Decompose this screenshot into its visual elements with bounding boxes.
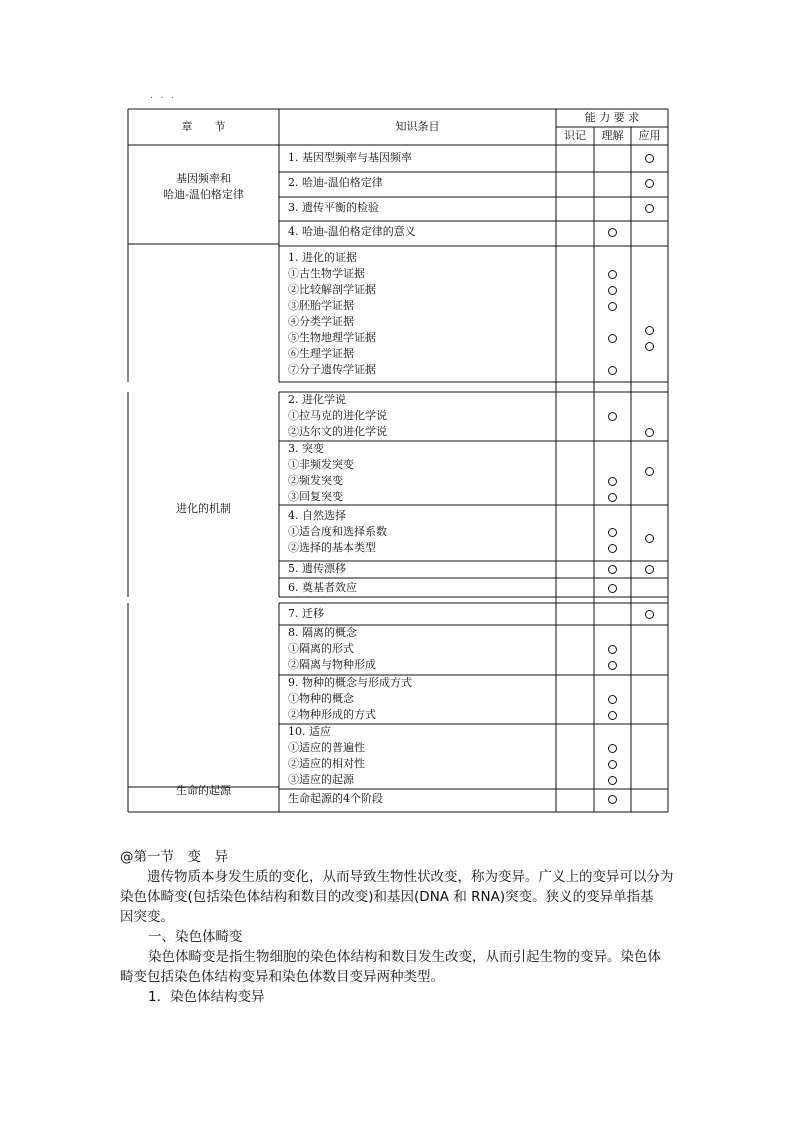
knowledge-subitem: ②比较解剖学证据	[288, 283, 376, 296]
knowledge-subitem: ①古生物学证据	[288, 267, 365, 280]
knowledge-subitem: ④分类学证据	[288, 315, 354, 328]
requirement-mark-circle	[645, 179, 654, 188]
knowledge-item: 1. 基因型频率与基因频率	[288, 151, 412, 164]
knowledge-subitem: ⑤生物地理学证据	[288, 331, 376, 344]
requirement-mark-circle	[608, 760, 617, 769]
knowledge-subitem: ②物种形成的方式	[288, 708, 376, 721]
textbook-prose	[120, 847, 680, 1007]
knowledge-item: 7. 迁移	[288, 607, 324, 620]
requirement-mark-circle	[608, 477, 617, 486]
requirement-mark-circle	[608, 776, 617, 785]
knowledge-subitem: ①非频发突变	[288, 458, 354, 471]
paragraph-1-line-2: 染色体畸变(包括染色体结构和数目的改变)和基因(DNA 和 RNA)突变。狭义的变异单指基	[120, 889, 654, 905]
knowledge-subitem: ③适应的起源	[288, 773, 354, 786]
header-ability: 能 力 要 求	[584, 111, 640, 124]
requirement-mark-circle	[608, 645, 617, 654]
knowledge-subitem: ③回复突变	[288, 490, 343, 503]
knowledge-item: 8. 隔离的概念	[288, 626, 357, 639]
paragraph-1-line-1: 遗传物质本身发生质的变化，从而导致生物性状改变，称为变异。广义上的变异可以分为	[147, 869, 674, 885]
chapter-title: 哈迪-温伯格定律	[163, 188, 244, 201]
requirement-mark-circle	[608, 661, 617, 670]
knowledge-item: 10. 适应	[288, 725, 331, 738]
knowledge-subitem: ②选择的基本类型	[288, 541, 376, 554]
knowledge-item: 6. 奠基者效应	[288, 581, 357, 594]
header-knowledge: 知识条目	[395, 120, 440, 133]
requirement-mark-circle	[608, 565, 617, 574]
requirement-mark-circle	[608, 286, 617, 295]
knowledge-item: 3. 突变	[288, 442, 324, 455]
knowledge-item: 2. 进化学说	[288, 393, 346, 406]
requirement-mark-circle	[645, 610, 654, 619]
knowledge-item: 4. 哈迪-温伯格定律的意义	[288, 225, 416, 238]
knowledge-subitem: ⑦分子遗传学证据	[288, 363, 376, 376]
knowledge-item: 生命起源的4个阶段	[288, 792, 383, 805]
requirement-mark-circle	[645, 428, 654, 437]
requirement-mark-circle	[608, 711, 617, 720]
requirement-mark-circle	[608, 366, 617, 375]
paragraph-2-line-1: 染色体畸变是指生物细胞的染色体结构和数目发生改变，从而引起生物的变异。染色体	[148, 949, 661, 965]
requirement-mark-circle	[645, 154, 654, 163]
requirement-mark-circle	[608, 270, 617, 279]
header-chapter: 章 节	[181, 120, 226, 133]
knowledge-subitem: ②频发突变	[288, 474, 343, 487]
header-level-3: 应用	[638, 129, 661, 142]
knowledge-item: 2. 哈迪-温伯格定律	[288, 176, 383, 189]
requirement-mark-circle	[608, 493, 617, 502]
paragraph-2-line-2: 畸变包括染色体结构变异和染色体数目变异两种类型。	[120, 969, 444, 985]
knowledge-subitem: ①适合度和选择系数	[288, 525, 387, 538]
knowledge-item: 1. 进化的证据	[288, 251, 357, 264]
requirement-mark-circle	[608, 412, 617, 421]
knowledge-subitem: ②适应的相对性	[288, 757, 365, 770]
knowledge-subitem: ①拉马克的进化学说	[288, 409, 387, 422]
requirement-mark-circle	[608, 695, 617, 704]
requirement-mark-circle	[645, 204, 654, 213]
requirement-mark-circle	[608, 795, 617, 804]
knowledge-subitem: ①物种的概念	[288, 692, 354, 705]
chapter-title: 基因频率和	[176, 172, 231, 185]
requirement-mark-circle	[608, 544, 617, 553]
scan-artifact-dots: · · ·	[150, 93, 176, 104]
requirement-mark-circle	[608, 302, 617, 311]
requirement-mark-circle	[645, 534, 654, 543]
knowledge-subitem: ⑥生理学证据	[288, 347, 354, 360]
knowledge-item: 4. 自然选择	[288, 509, 346, 522]
requirement-mark-circle	[645, 326, 654, 335]
knowledge-subitem: ②隔离与物种形成	[288, 658, 376, 671]
header-level-2: 理解	[601, 129, 624, 142]
subheading-structural-variation: 1．染色体结构变异	[148, 989, 265, 1005]
knowledge-subitem: ①适应的普遍性	[288, 741, 365, 754]
subheading-chromosome-aberration: 一、染色体畸变	[148, 929, 243, 945]
paragraph-1-line-3: 因突变。	[120, 909, 174, 925]
knowledge-item: 5. 遗传漂移	[288, 562, 346, 575]
knowledge-item: 9. 物种的概念与形成方式	[288, 676, 412, 689]
requirement-mark-circle	[608, 334, 617, 343]
requirement-mark-circle	[645, 565, 654, 574]
knowledge-item: 3. 遗传平衡的检验	[288, 201, 379, 214]
requirement-mark-circle	[608, 228, 617, 237]
chapter-title: 进化的机制	[176, 502, 231, 515]
knowledge-subitem: ②达尔文的进化学说	[288, 425, 387, 438]
section-heading: @第一节 变 异	[120, 849, 228, 865]
requirement-mark-circle	[608, 584, 617, 593]
header-level-1: 识记	[564, 129, 586, 142]
requirement-mark-circle	[608, 528, 617, 537]
requirement-mark-circle	[645, 342, 654, 351]
chapter-title: 生命的起源	[176, 784, 231, 797]
requirement-mark-circle	[645, 467, 654, 476]
knowledge-subitem: ①隔离的形式	[288, 642, 354, 655]
requirement-mark-circle	[608, 744, 617, 753]
knowledge-subitem: ③胚胎学证据	[288, 299, 354, 312]
